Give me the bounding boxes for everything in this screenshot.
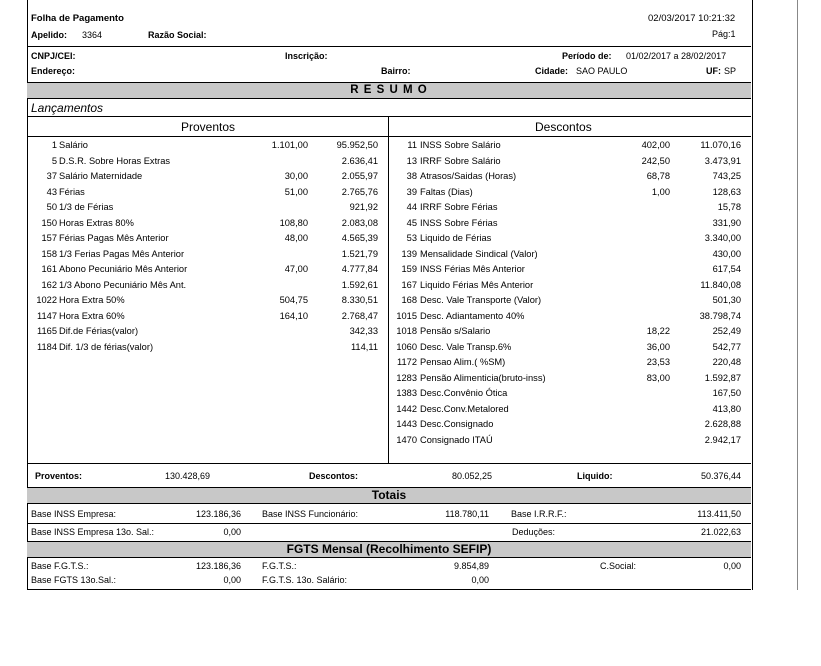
row-code: 39 [406,186,417,197]
row-ref: 164,10 [279,310,308,321]
row-desc: Liquido de Férias [420,233,492,243]
row-desc: Pensão Alimenticia(bruto-inss) [420,372,546,383]
row-value: 1.592,87 [704,372,741,383]
table-row [27,262,387,277]
cnpj-label: CNPJ/CEI: [31,51,76,61]
table-row [389,324,751,339]
row-value: 542,77 [712,341,741,352]
row-desc: 1/3 de Férias [59,202,114,212]
total-proventos-label: Proventos: [35,471,83,481]
row-value: 1.592,61 [341,279,378,290]
row-code: 1147 [37,310,57,321]
page-number: Pág:1 [712,29,736,39]
row-code: 167 [401,279,417,290]
fgts-13-label: F.G.T.S. 13o. Salário: [262,575,348,585]
row-value: 921,92 [349,202,378,212]
row-value: 167,50 [712,388,741,398]
row-desc: Férias [59,186,85,197]
table-row [27,185,387,200]
row-code: 1283 [396,372,417,383]
table-row [389,371,751,386]
table-row [389,309,751,324]
row-desc: Atrasos/Saidas (Horas) [420,171,517,181]
row-desc: Dif.de Férias(valor) [59,326,139,336]
row-ref: 504,75 [279,295,308,305]
row-code: 150 [41,217,57,228]
row-code: 13 [406,155,417,166]
row-desc: D.S.R. Sobre Horas Extras [59,155,171,166]
table-row [27,340,387,355]
row-value: 3.340,00 [704,233,741,243]
row-ref: 48,00 [284,233,308,243]
descontos-title: Descontos [535,120,592,134]
base-irrf-label: Base I.R.R.F.: [511,509,567,519]
row-value: 342,33 [349,326,378,336]
row-desc: Férias Pagas Mês Anterior [59,233,169,243]
fgts-13-value: 0,00 [471,575,489,585]
total-proventos-value: 130.428,69 [164,471,210,481]
base-inss-13-label: Base INSS Empresa 13o. Sal.: [31,527,155,537]
row-value: 95.952,50 [336,140,378,150]
base-irrf-value: 113.411,50 [697,509,741,519]
table-row [27,154,387,169]
row-code: 11 [407,140,417,150]
row-ref: 108,80 [279,217,308,228]
divider [27,136,751,137]
report-title: Folha de Pagamento [31,13,124,24]
row-code: 158 [41,248,57,259]
deducoes-label: Deduções: [512,527,556,537]
table-row [389,262,751,277]
fgts-bar [27,541,751,558]
row-value: 3.473,91 [704,155,741,166]
row-code: 38 [406,171,417,181]
row-ref: 83,00 [646,372,670,383]
row-desc: Mensalidade Sindical (Valor) [420,248,538,259]
row-value: 2.055,97 [341,171,378,181]
divider [27,116,751,117]
row-value: 128,63 [712,186,741,197]
apelido-value: 3364 [82,30,103,40]
table-row [27,247,387,262]
row-code: 159 [401,264,417,274]
row-ref: 18,22 [646,326,670,336]
row-code: 50 [46,202,57,212]
base-fgts-value: 123.186,36 [195,561,241,571]
csocial-value: 0,00 [723,561,741,571]
row-code: 44 [406,202,417,212]
uf-label: UF: [706,66,721,76]
table-row [389,200,751,215]
row-value: 114,11 [350,341,378,352]
row-value: 2.083,08 [341,217,378,228]
table-row [389,417,751,432]
totais-bar [27,487,751,504]
table-row [389,138,751,153]
proventos-title: Proventos [181,120,236,134]
table-row [389,185,751,200]
row-value: 4.777,84 [341,264,378,274]
row-desc: Hora Extra 60% [59,310,125,321]
row-code: 1018 [396,326,417,336]
row-value: 2.628,88 [704,419,741,429]
row-ref: 36,00 [646,341,670,352]
row-ref: 51,00 [284,186,308,197]
table-row [389,231,751,246]
total-descontos-label: Descontos: [309,471,359,481]
row-value: 617,54 [712,264,741,274]
row-ref: 68,78 [646,171,670,181]
row-desc: Desc. Vale Transporte (Valor) [420,295,542,305]
row-desc: Hora Extra 50% [59,295,125,305]
row-code: 139 [401,248,417,259]
row-code: 37 [46,171,57,181]
row-desc: Desc.Consignado [420,419,494,429]
table-row [27,169,387,184]
row-desc: INSS Sobre Salário [420,140,501,150]
table-row [27,293,387,308]
row-desc: Abono Pecuniário Mês Anterior [59,264,188,274]
table-row [389,340,751,355]
csocial-label: C.Social: [600,561,637,571]
divider [27,46,751,47]
base-inss-funcionario-value: 118.780,11 [445,509,489,519]
row-desc: Desc. Adiantamento 40% [420,310,525,321]
row-value: 2.768,47 [341,310,378,321]
row-desc: IRRF Sobre Férias [420,202,498,212]
row-desc: Desc.Convênio Ótica [420,388,508,398]
row-code: 1060 [396,341,417,352]
table-row [389,216,751,231]
cidade-label: Cidade: [535,66,569,76]
totais-title: Totais [371,488,407,502]
table-row [27,324,387,339]
row-code: 1443 [396,419,417,429]
row-value: 252,49 [712,326,741,336]
row-code: 43 [46,186,57,197]
row-code: 1165 [37,326,57,336]
row-value: 2.765,76 [341,186,378,197]
table-row [389,402,751,417]
row-code: 1172 [397,357,417,367]
lancamentos-title: Lançamentos [31,101,104,115]
divider [27,523,751,524]
row-desc: Desc.Conv.Metalored [420,403,509,414]
bairro-label: Bairro: [381,66,411,76]
row-desc: Horas Extras 80% [59,217,134,228]
apelido-label: Apelido: [31,30,67,40]
table-row [27,216,387,231]
row-desc: Pensão s/Salario [420,326,491,336]
row-code: 157 [41,233,57,243]
row-value: 743,25 [712,171,741,181]
base-fgts-label: Base F.G.T.S.: [31,561,89,571]
row-value: 501,30 [712,295,741,305]
row-ref: 23,53 [646,357,670,367]
razao-social-label: Razão Social: [148,30,207,40]
row-code: 1015 [396,310,417,321]
periodo-label: Período de: [562,51,612,61]
table-row [389,169,751,184]
fgts-value: 9.854,89 [453,561,489,571]
row-code: 1383 [396,388,417,398]
row-code: 161 [41,264,57,274]
row-value: 4.565,39 [341,233,378,243]
row-ref: 30,00 [284,171,308,181]
inscricao-label: Inscrição: [285,51,328,61]
row-desc: Liquido Férias Mês Anterior [420,279,534,290]
row-value: 2.942,17 [704,434,741,445]
row-code: 168 [401,295,417,305]
row-desc: Consignado ITAÚ [420,434,493,445]
row-value: 430,00 [712,248,741,259]
row-desc: INSS Sobre Férias [420,217,498,228]
table-row [27,200,387,215]
row-value: 1.521,79 [341,248,378,259]
table-row [389,247,751,262]
row-value: 15,78 [717,202,741,212]
row-value: 38.798,74 [699,310,741,321]
row-desc: Salário [59,140,88,150]
row-value: 413,80 [712,403,741,414]
row-value: 220,48 [712,357,741,367]
table-row [27,278,387,293]
bottom-border [27,589,751,590]
viewer-right-edge [797,0,798,590]
report-datetime: 02/03/2017 10:21:32 [648,13,736,24]
row-desc: Faltas (Dias) [420,186,473,197]
liquido-label: Liquido: [577,471,613,481]
row-desc: Pensao Alim.( %SM) [420,357,506,367]
row-value: 11.070,16 [700,140,741,150]
table-row [389,293,751,308]
resumo-bar [27,82,751,99]
row-desc: INSS Férias Mês Anterior [420,264,525,274]
row-value: 11.840,08 [700,279,741,290]
endereco-label: Endereço: [31,66,76,76]
table-row [389,386,751,401]
fgts-label: F.G.T.S.: [262,561,297,571]
table-row [389,355,751,370]
row-code: 162 [41,279,57,290]
row-code: 1442 [396,403,417,414]
row-code: 1 [51,140,57,150]
table-row [27,309,387,324]
base-fgts-13-value: 0,00 [223,575,241,585]
cidade-value: SAO PAULO [576,66,628,76]
row-value: 8.330,51 [341,295,378,305]
row-value: 331,90 [712,217,741,228]
total-descontos-value: 80.052,25 [451,471,492,481]
row-value: 2.636,41 [341,155,378,166]
base-inss-13-value: 0,00 [223,527,241,537]
row-desc: IRRF Sobre Salário [420,155,501,166]
resumo-title: R E S U M O [350,84,428,96]
row-code: 1184 [37,341,57,352]
base-inss-empresa-label: Base INSS Empresa: [31,509,117,519]
row-ref: 1,00 [651,186,670,197]
row-desc: Desc. Vale Transp.6% [420,341,512,352]
row-code: 5 [51,155,57,166]
row-desc: Salário Maternidade [59,171,143,181]
row-desc: Dif. 1/3 de férias(valor) [59,341,154,352]
base-inss-funcionario-label: Base INSS Funcionário: [262,509,359,519]
table-row [27,138,387,153]
row-ref: 242,50 [641,155,670,166]
row-ref: 47,00 [284,264,308,274]
table-row [27,231,387,246]
liquido-value: 50.376,44 [700,471,741,481]
row-desc: 1/3 Ferias Pagas Mês Anterior [59,248,185,259]
table-row [389,154,751,169]
row-ref: 402,00 [641,140,670,150]
row-desc: 1/3 Abono Pecuniário Mês Ant. [59,279,187,290]
row-ref: 1.101,00 [271,140,308,150]
divider [27,463,751,464]
uf-value: SP [724,66,737,76]
row-code: 45 [406,217,417,228]
table-row [389,278,751,293]
base-fgts-13-label: Base FGTS 13o.Sal.: [31,575,117,585]
row-code: 1470 [396,434,417,445]
periodo-value: 01/02/2017 a 28/02/2017 [626,51,727,61]
row-code: 1022 [36,295,57,305]
fgts-title: FGTS Mensal (Recolhimento SEFIP) [286,542,492,556]
base-inss-empresa-value: 123.186,36 [195,509,241,519]
table-row [389,433,751,448]
deducoes-value: 21.022,63 [700,527,741,537]
row-code: 53 [406,233,417,243]
